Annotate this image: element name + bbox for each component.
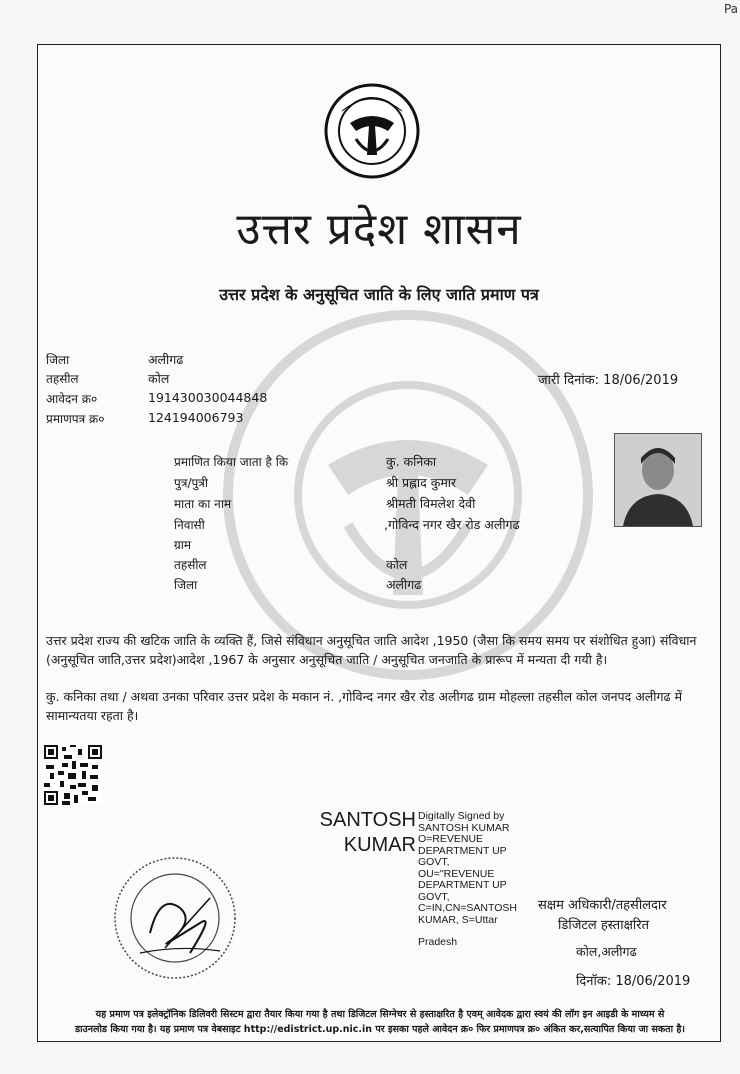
state-emblem-icon xyxy=(322,81,422,181)
qr-code-icon xyxy=(44,745,102,805)
resident-label: निवासी xyxy=(174,518,205,532)
signature-detail-line: SANTOSH KUMAR xyxy=(418,821,510,834)
applicant-photo xyxy=(614,433,702,527)
caste-statement: उत्तर प्रदेश राज्य की खटिक जाति के व्यक्ति हैं, जिसे संविधान अनुसूचित जाति आदेश ,1950 (जैसा कि समय समय पर संशोधित हुआ) संविधान (अनुसूचित जाति,उत्तर प्रदेश)आदेश ,1967 के अनुसार अनुसूचित जाति / अनुसूचित जनजाति के प्रारूप में मन्यता दी गयी है। xyxy=(46,633,697,667)
signature-detail-line: Digitally Signed by xyxy=(418,810,505,822)
certificate-label: प्रमाणपत्र क्र० xyxy=(46,412,105,426)
digital-signature-details xyxy=(418,811,538,926)
official-stamp-icon xyxy=(110,853,240,983)
person-tehsil-label: तहसील xyxy=(174,558,207,572)
residence-statement: कु. कनिका तथा / अथवा उनका परिवार उत्तर प्रदेश के मकान नं. ,गोविन्द नगर खैर रोड अलीगढ ग्राम मोहल्ला तहसील कोल जनपद अलीगढ में सामान्यतया रहता है। xyxy=(46,689,683,723)
person-district-label: जिला xyxy=(174,578,198,592)
resident-value: ,गोविन्द नगर खैर रोड अलीगढ xyxy=(384,517,520,532)
applicant-name: कु. कनिका xyxy=(386,454,437,469)
district-value: अलीगढ xyxy=(148,352,184,367)
footer-line1: यह प्रमाण पत्र इलेक्ट्रॉनिक डिलिवरी सिस्टम द्वारा तैयार किया गया है तथा डिजिटल सिग्नेचर से हस्ताक्षरित है एवम् आवेदक द्वारा स्वयं की लॉग इन आइडी के माध्यम से xyxy=(95,1009,665,1020)
signer-name-line1: SANTOSH xyxy=(319,809,416,831)
mother-name: श्रीमती विमलेश देवी xyxy=(386,496,476,511)
person-district-value: अलीगढ xyxy=(386,577,422,592)
child-of-label: पुत्र/पुत्री xyxy=(174,476,209,490)
issue-date: जारी दिनांक: 18/06/2019 xyxy=(538,373,679,388)
signature-detail-line: DEPARTMENT UP xyxy=(418,844,507,857)
village-label: ग्राम xyxy=(174,538,192,552)
signature-detail-state: Pradesh xyxy=(418,936,458,948)
application-label: आवेदन क्र० xyxy=(46,392,98,406)
certify-label: प्रमाणित किया जाता है कि xyxy=(174,455,289,469)
authority-designation: सक्षम अधिकारी/तहसीलदार xyxy=(538,898,667,913)
issue-place: कोल,अलीगढ xyxy=(576,944,637,959)
signature-detail-line: C=IN,CN=SANTOSH xyxy=(418,902,517,914)
signature-detail-line: KUMAR, S=Uttar xyxy=(418,913,498,926)
signature-date: दिनॉक: 18/06/2019 xyxy=(576,974,691,989)
document-subtitle: उत्तर प्रदेश के अनुसूचित जाति के लिए जाति प्रमाण पत्र xyxy=(219,285,539,304)
signer-name-line2: KUMAR xyxy=(343,834,416,856)
signature-detail-line: OU="REVENUE xyxy=(418,867,495,880)
certificate-number: 124194006793 xyxy=(148,410,244,425)
document-title: उत्तर प्रदेश शासन xyxy=(236,204,522,255)
page-corner-text: Pa xyxy=(723,2,738,16)
footer-note xyxy=(46,1007,714,1037)
footer-line2: डाउनलोड किया गया है। यह प्रमाण पत्र वेबसाइट http://edistrict.up.nic.in पर इसका पहले आवेदन क्र० फिर प्रमाणपत्र क्र० अंकित कर,सत्यापित किया जा सकता है। xyxy=(75,1024,685,1035)
tehsil-label: तहसील xyxy=(46,372,79,386)
application-number: 191430030044848 xyxy=(148,390,268,405)
signature-detail-line: O=REVENUE xyxy=(418,833,484,845)
mother-label: माता का नाम xyxy=(174,497,232,511)
district-label: जिला xyxy=(46,353,70,367)
father-name: श्री प्रह्लाद कुमार xyxy=(386,475,457,490)
certificate-frame xyxy=(37,44,721,1042)
person-tehsil-value: कोल xyxy=(386,557,408,572)
signature-detail-line: DEPARTMENT UP xyxy=(418,879,507,891)
tehsil-value: कोल xyxy=(148,371,170,386)
digital-signature-label: डिजिटल हस्ताक्षरित xyxy=(558,918,649,933)
signature-detail-line: GOVT, xyxy=(418,856,450,868)
signature-detail-line: GOVT, xyxy=(418,890,450,903)
